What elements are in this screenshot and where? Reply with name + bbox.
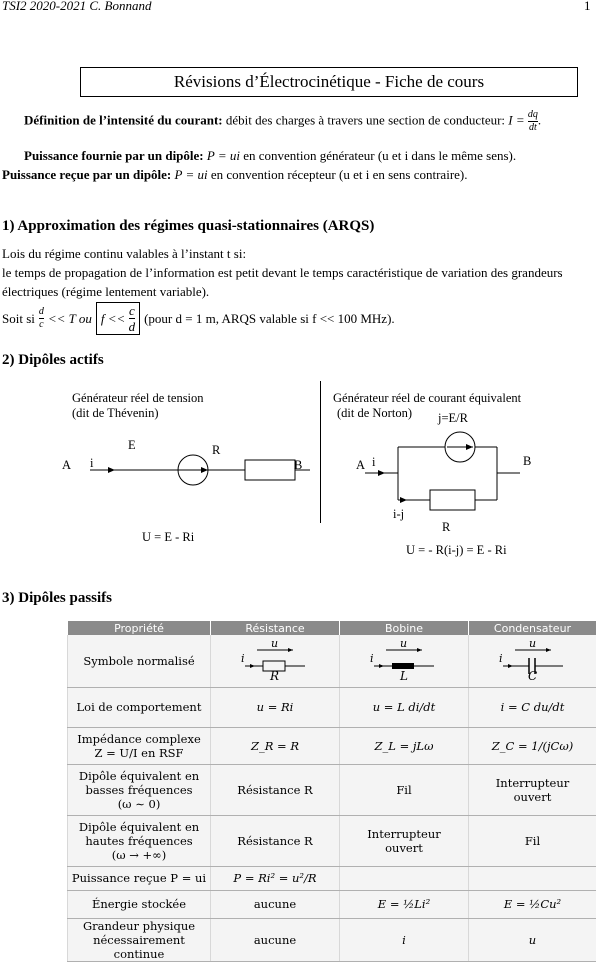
- arqs-line-3: électriques (régime lentement variable).: [2, 284, 210, 299]
- table-row: [68, 687, 597, 727]
- table-cell: Interrupteur ouvert: [340, 815, 469, 866]
- running-header: TSI2 2020-2021 C. Bonnand: [2, 0, 152, 13]
- col-header: Résistance: [211, 621, 340, 635]
- table-cell: i: [340, 918, 469, 961]
- section-3-title: 3) Dipôles passifs: [2, 590, 113, 606]
- arqs-criterion-box: f << $\frac{c}{d}$: [96, 302, 140, 335]
- arqs-condition: Soit si $\frac{d}{c}$ << T ou f << $\frac{c}{d}$ (pour d = 1 m, ARQS valable si f << 100 MHz).: [2, 303, 395, 334]
- capacitor-symbol: [469, 635, 597, 687]
- svg-text:i: i: [370, 652, 374, 666]
- table-cell: Z_R = R: [211, 727, 340, 764]
- norton-equation: U = - R(i-j) = E - Ri: [406, 543, 507, 557]
- table-cell: aucune: [211, 918, 340, 961]
- table-row: [68, 918, 597, 961]
- col-header: Propriété: [68, 621, 211, 635]
- norton-circuit: [355, 430, 545, 520]
- table-cell: E = ½Cu²: [469, 890, 597, 918]
- page-title: Révisions d’Électrocinétique - Fiche de cours: [80, 67, 578, 97]
- table-cell: Fil: [340, 764, 469, 815]
- norton-i: i: [372, 455, 376, 469]
- current-definition: Définition de l’intensité du courant: débit des charges à travers une section de conducteur: I = $\frac{dq}{dt}$ .: [24, 109, 542, 133]
- table-header-row: [68, 621, 597, 635]
- table-cell: u = L di/dt: [340, 687, 469, 727]
- table-row: [68, 866, 597, 890]
- table-cell: Résistance R: [211, 764, 340, 815]
- section-2-title: 2) Dipôles actifs: [2, 352, 104, 368]
- svg-text:u: u: [400, 637, 408, 651]
- table-cell: u = Ri: [211, 687, 340, 727]
- thevenin-i: i: [90, 456, 94, 470]
- table-cell: i = C du/dt: [469, 687, 597, 727]
- power-received: Puissance reçue par un dipôle: P = ui en convention récepteur (u et i en sens contraire).: [2, 167, 468, 182]
- table-cell: P = Ri² = u²/R: [211, 866, 340, 890]
- thevenin-title: Générateur réel de tension (dit de Thévenin): [72, 391, 204, 420]
- table-row: [68, 815, 597, 866]
- row-label: Dipôle équivalent en basses fréquences (ω ∼ 0): [68, 764, 211, 815]
- svg-text:u: u: [528, 637, 536, 651]
- svg-text:C: C: [527, 669, 537, 683]
- table-cell: Résistance R: [211, 815, 340, 866]
- row-label: Symbole normalisé: [68, 635, 211, 687]
- table-row: [68, 890, 597, 918]
- divider: [320, 381, 321, 523]
- svg-text:L: L: [400, 669, 408, 683]
- norton-title: Générateur réel de courant équivalent (dit de Norton): [333, 391, 522, 420]
- svg-text:i: i: [241, 652, 245, 666]
- svg-text:u: u: [271, 637, 279, 651]
- table-cell: u: [469, 918, 597, 961]
- table-cell: [469, 866, 597, 890]
- arqs-line-2: le temps de propagation de l’information est petit devant le temps caractéristique de variation des grandeurs: [2, 265, 563, 280]
- table-cell: [340, 866, 469, 890]
- thevenin-B: B: [294, 458, 303, 472]
- row-label: Dipôle équivalent en hautes fréquences (ω → +∞): [68, 815, 211, 866]
- thevenin-circuit: [60, 440, 320, 500]
- table-cell: Z_L = jLω: [340, 727, 469, 764]
- table-row: [68, 764, 597, 815]
- col-header: Condensateur: [469, 621, 597, 635]
- norton-R: R: [442, 520, 451, 534]
- thevenin-equation: U = E - Ri: [142, 530, 195, 544]
- passive-dipoles-table: [67, 621, 596, 962]
- row-label: Énergie stockée: [68, 890, 211, 918]
- table-row: [68, 727, 597, 764]
- table-cell: Z_C = 1/(jCω): [469, 727, 597, 764]
- table-row: [68, 635, 597, 687]
- thevenin-E: E: [128, 438, 136, 452]
- thevenin-R: R: [212, 443, 221, 457]
- table-cell: E = ½Li²: [340, 890, 469, 918]
- svg-text:i: i: [498, 652, 503, 666]
- row-label: Impédance complexe Z = U/I en RSF: [68, 727, 211, 764]
- arqs-line-1: Lois du régime continu valables à l’instant t si:: [2, 246, 247, 261]
- norton-B: B: [523, 454, 532, 468]
- table-cell: Fil: [469, 815, 597, 866]
- page-number: 1: [584, 0, 591, 13]
- thevenin-A: A: [62, 458, 72, 472]
- svg-text:R: R: [270, 669, 280, 683]
- col-header: Bobine: [340, 621, 469, 635]
- row-label: Grandeur physique nécessairement continue: [68, 918, 211, 961]
- row-label: Loi de comportement: [68, 687, 211, 727]
- resistor-symbol: [211, 635, 340, 687]
- table-cell: Interrupteur ouvert: [469, 764, 597, 815]
- norton-ij: i-j: [393, 507, 405, 521]
- power-supplied: Puissance fournie par un dipôle: P = ui en convention générateur (u et i dans le même sens).: [24, 148, 517, 163]
- section-1-title: 1) Approximation des régimes quasi-stationnaires (ARQS): [2, 218, 375, 234]
- row-label: Puissance reçue P = ui: [68, 866, 211, 890]
- norton-A: A: [356, 458, 366, 472]
- inductor-symbol: [340, 635, 469, 687]
- norton-j: j=E/R: [438, 411, 468, 425]
- table-cell: aucune: [211, 890, 340, 918]
